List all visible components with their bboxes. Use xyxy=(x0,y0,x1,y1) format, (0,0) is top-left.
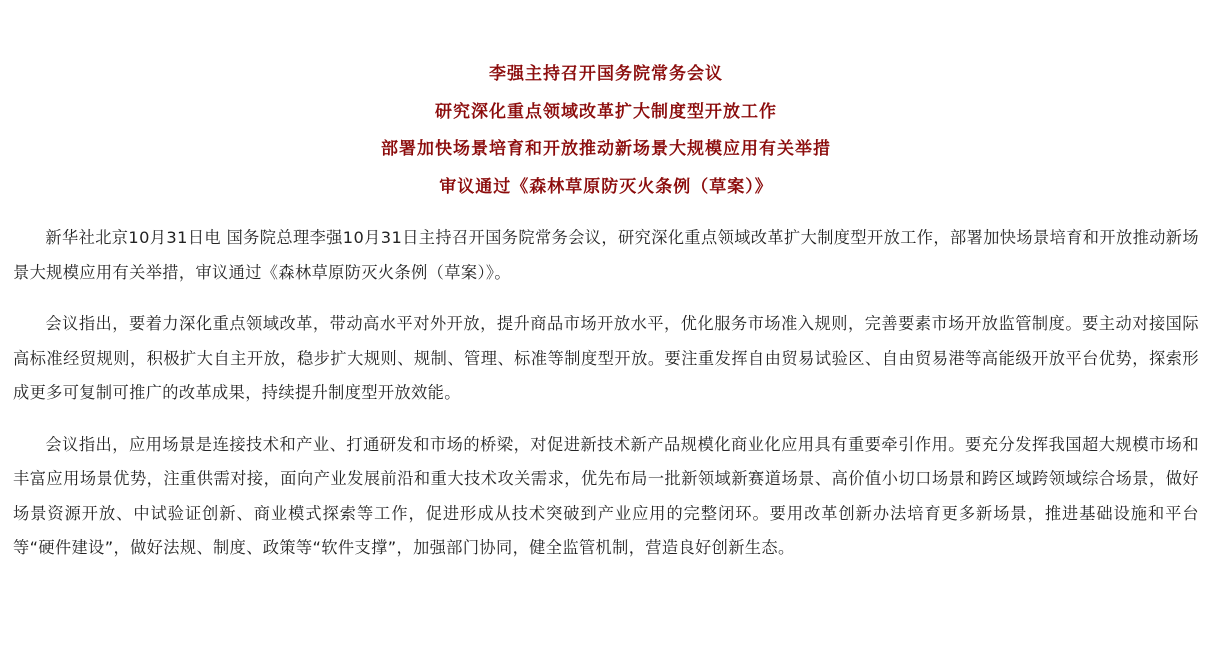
article-body xyxy=(13,221,1199,566)
headline-main-title: 李强主持召开国务院常务会议 xyxy=(489,64,723,84)
headline-subtitle-scenarios: 部署加快场景培育和开放推动新场景大规模应用有关举措 xyxy=(381,139,831,160)
paragraph-reform-opening: 会议指出，要着力深化重点领域改革，带动高水平对外开放，提升商品市场开放水平，优化服务市场准入规则，完善要素市场开放监管制度。要主动对接国际高标准经贸规则，积极扩大自主开放，稳步扩大规则、规制、管理、标准等制度型开放。要注重发挥自由贸易试验区、自由贸易港等高能级开放平台优势，探索形成更多可复制可推广的改革成果，持续提升制度型开放效能。 xyxy=(13,314,1199,403)
paragraph-application-scenarios: 会议指出，应用场景是连接技术和产业、打通研发和市场的桥梁，对促进新技术新产品规模化商业化应用具有重要牵引作用。要充分发挥我国超大规模市场和丰富应用场景优势，注重供需对接，面向产业发展前沿和重大技术攻关需求，优先布局一批新领域新赛道场景、高价值小切口场景和跨区域跨领域综合场景，做好场景资源开放、中试验证创新、商业模式探索等工作，促进形成从技术突破到产业应用的完整闭环。要用改革创新办法培育更多新场景，推进基础设施和平台等“硬件建设”，做好法规、制度、政策等“软件支撑”，加强部门协同，健全监管机制，营造良好创新生态。 xyxy=(13,434,1199,558)
headline-subtitle-reform: 研究深化重点领域改革扩大制度型开放工作 xyxy=(435,101,777,122)
headline xyxy=(13,56,1199,206)
paragraph-lead: 新华社北京10月31日电 国务院总理李强10月31日主持召开国务院常务会议，研究深化重点领域改革扩大制度型开放工作，部署加快场景培育和开放推动新场景大规模应用有关举措，审议通过《森林草原防灭火条例（草案）》。 xyxy=(13,228,1199,282)
headline-subtitle-regulation: 审议通过《森林草原防灭火条例（草案）》 xyxy=(439,176,773,197)
news-article xyxy=(13,56,1199,583)
